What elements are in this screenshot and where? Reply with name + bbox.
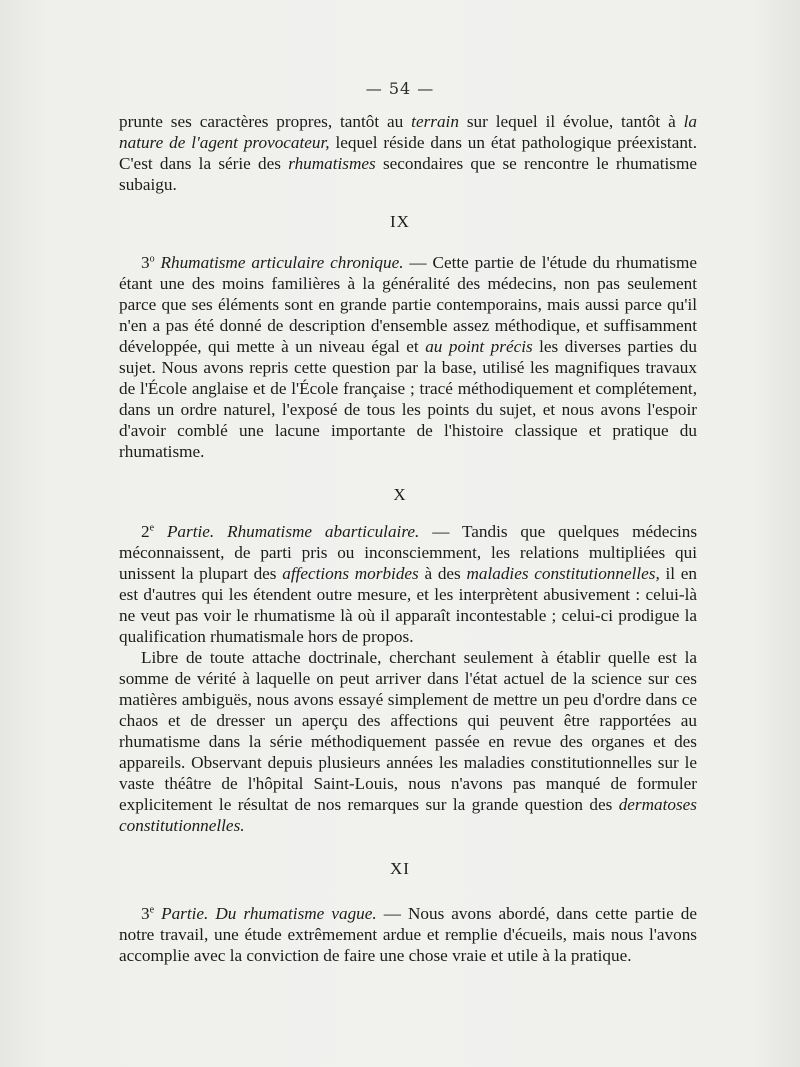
ordinal-suffix: e bbox=[149, 522, 155, 534]
ordinal-suffix: e bbox=[149, 904, 155, 916]
section-heading-ix: IX bbox=[390, 212, 410, 231]
italic-run: la nature de l'agent provocateur, bbox=[119, 112, 697, 152]
text-run: secondaires que se rencontre le rhumatisme subaigu. bbox=[119, 154, 697, 194]
italic-run: dermatoses constitutionnelles. bbox=[119, 795, 697, 835]
page-number: — 54 — bbox=[365, 79, 435, 98]
text-run: — Cette partie de l'étude du rhumatisme étant une des moins familières à la généralité des médecins, non pas seulement parce que ses éléments sont en grande partie contemporains, mais aussi parce qu'il n'en a pas été donné de description d'ensemble assez méthodique, et suffisamment développée, qui mette à un niveau égal et bbox=[119, 253, 698, 356]
text-run: Libre de toute attache doctrinale, cherchant seulement à établir quelle est la somme de vérité à laquelle on peut arriver dans l'état actuel de la science sur ces matières ambiguës, nous avons essayé simplement de mettre un peu d'ordre dans ce chaos et de dresser un aperçu des affections qui peuvent être rapportées au rhumatisme dans la série méthodiquement passée en revue des organes et des appareils. Observant depuis plusieurs années les maladies constitutionnelles sur le vaste théâtre de l'hôpital Saint-Louis, nous n'avons pas manqué de formuler explicitement le résultat de nos remarques sur la grande question des bbox=[119, 648, 697, 814]
text-run: il en est d'autres qui les étendent outre mesure, et les interprètent abusivement : celui-là ne veut pas voir le rhumatisme là où il apparaît incontestable ; celui-ci prodigue la qualification rhumatismale hors de propos. bbox=[119, 564, 697, 646]
paragraph-chronic-articular-rheumatism bbox=[119, 252, 697, 462]
paragraph-vague-rheumatism bbox=[119, 903, 697, 966]
paragraph-abarticular-rheumatism bbox=[119, 521, 697, 836]
ordinal-number: 3 bbox=[141, 253, 150, 272]
text-run: prunte ses caractères propres, tantôt au bbox=[119, 112, 412, 131]
italic-run: affections morbides bbox=[282, 564, 419, 583]
paragraph-subacute-rheumatism bbox=[119, 111, 697, 195]
ordinal-suffix: o bbox=[149, 253, 155, 265]
text-run: sur lequel il évolue, tantôt à bbox=[458, 112, 684, 131]
italic-run: au point précis bbox=[425, 337, 533, 356]
section-heading-xi: XI bbox=[390, 859, 410, 878]
italic-run: Partie. Rhumatisme abarticulaire. bbox=[166, 522, 420, 541]
text-run: — Nous avons abordé, dans cette partie de notre travail, une étude extrêmement ardue et remplie d'écueils, mais nous l'avons accomplie avec la conviction de faire une chose vraie et utile à la pratique. bbox=[119, 904, 697, 965]
italic-run: rhumatismes bbox=[288, 154, 376, 173]
text-run: — Tandis que quelques médecins méconnaissent, de parti pris ou inconsciemment, les relations multipliées qui unissent la plupart des bbox=[119, 522, 698, 583]
text-run: à des bbox=[418, 564, 467, 583]
ordinal-number: 2 bbox=[141, 522, 150, 541]
ordinal-number: 3 bbox=[141, 904, 150, 923]
italic-run: terrain bbox=[411, 112, 459, 131]
italic-run: maladies constitutionnelles, bbox=[466, 564, 660, 583]
text-run: lequel réside dans un état pathologique préexistant. C'est dans la série des bbox=[119, 133, 697, 173]
italic-run: Rhumatisme articulaire chronique. bbox=[160, 253, 404, 272]
italic-run: Partie. Du rhumatisme vague. bbox=[161, 904, 377, 923]
section-heading-x: X bbox=[393, 485, 407, 504]
text-run: les diverses parties du sujet. Nous avons repris cette question par la base, utilisé les magnifiques travaux de l'École anglaise et de l'École française ; tracé méthodiquement et complétement, dans un ordre naturel, l'exposé de tous les points du sujet, et nous avons l'espoir d'avoir comblé une lacune importante de l'histoire classique et pratique du rhumatisme. bbox=[119, 337, 697, 461]
